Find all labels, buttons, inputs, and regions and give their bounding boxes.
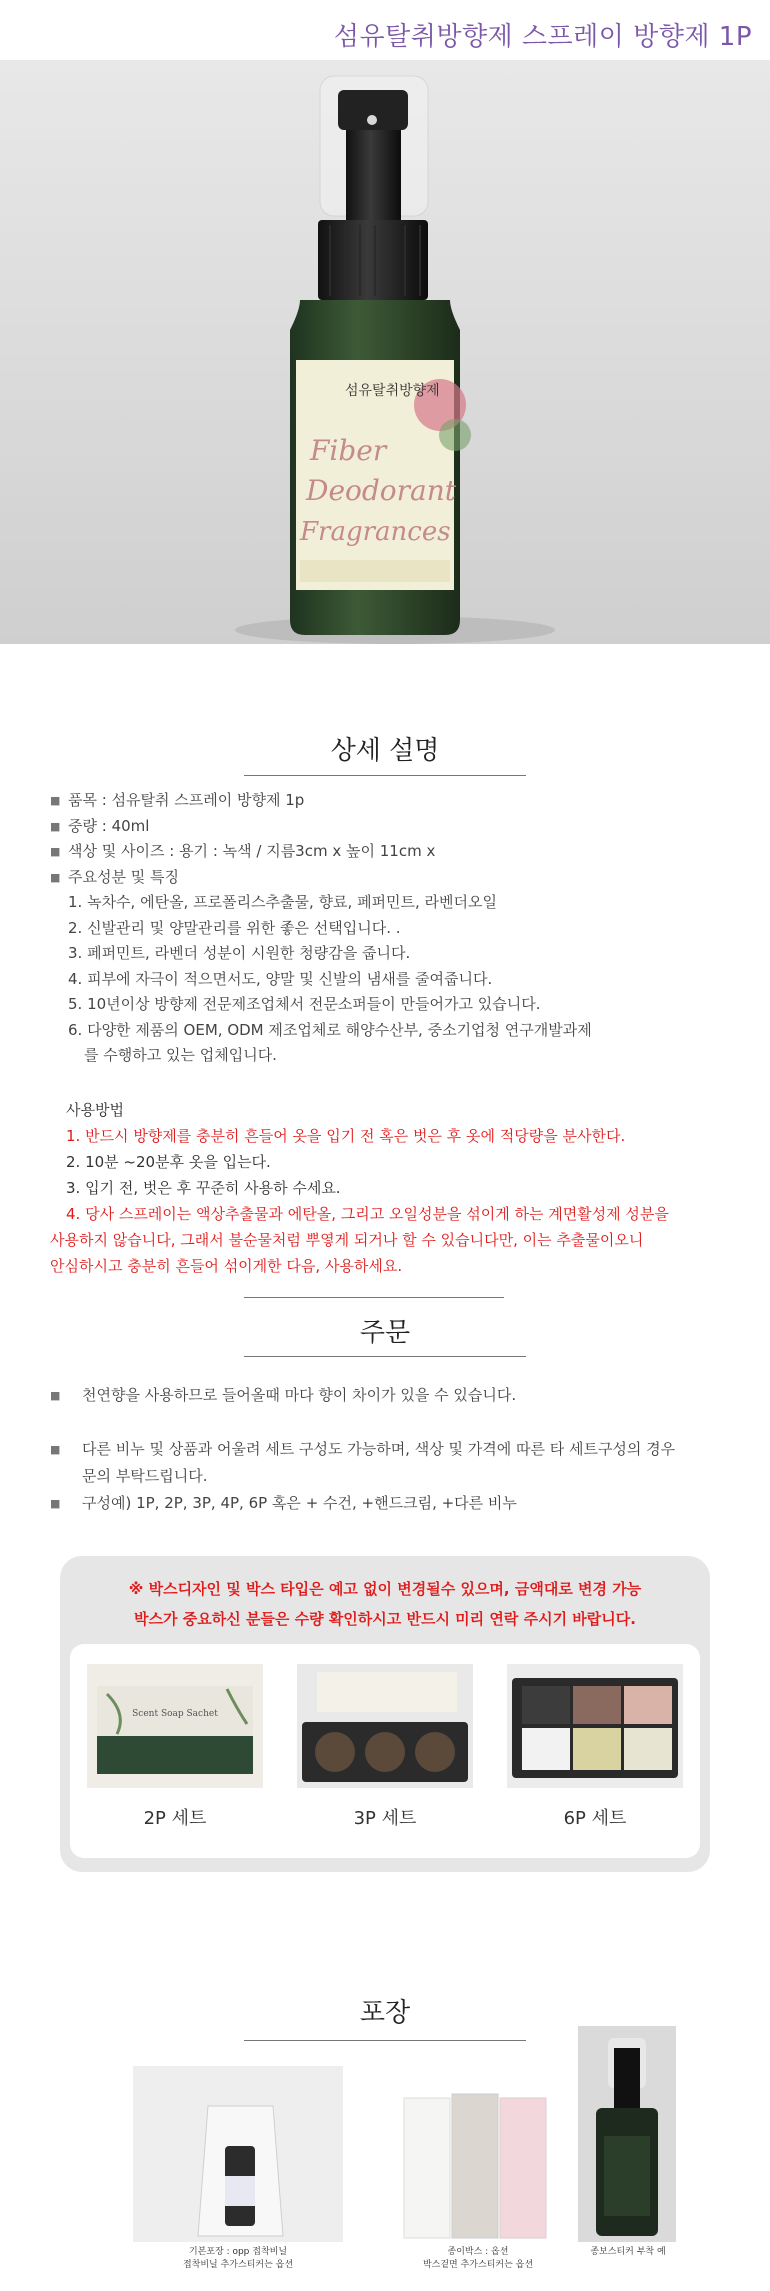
sticker-bottle-image (578, 2026, 676, 2242)
bottle-label-korean: 섬유탈취방향제 (345, 383, 440, 399)
spec-item: ■ 주요성분 및 특징 (50, 865, 740, 891)
feature-item: 를 수행하고 있는 업체입니다. (84, 1046, 277, 1064)
feature-item: 3. 페퍼민트, 라벤더 성분이 시원한 청량감을 줍니다. (68, 944, 411, 962)
gift-box-6p-image (507, 1664, 683, 1788)
square-bullet-icon: ■ (50, 870, 61, 884)
square-bullet-icon: ■ (50, 819, 61, 833)
gift-box-2p-image (87, 1664, 263, 1788)
usage-heading: 사용방법 (66, 1101, 124, 1119)
order-item: ■ 다른 비누 및 상품과 어울려 세트 구성도 가능하며, 색상 및 가격에 따른 타 세트구성의 경우 (50, 1436, 740, 1463)
feature-item: 2. 신발관리 및 양말관리를 위한 좋은 선택입니다. . (68, 918, 401, 937)
square-bullet-icon: ■ (50, 845, 61, 858)
order-list (50, 1382, 740, 1517)
title-bar (0, 0, 770, 61)
usage-step: 2. 10분 ~20분후 옷을 입는다. (66, 1153, 271, 1171)
square-bullet-icon: ■ (50, 1389, 61, 1402)
hero-product-image (0, 60, 770, 644)
order-item: ■ 천연향을 사용하므로 들어올때 마다 향이 차이가 있을 수 있습니다. (50, 1382, 740, 1409)
set-label: 6P 세트 (563, 1808, 627, 1829)
packaging-caption: 종보스티커 부착 예 (590, 2247, 666, 2257)
packaging-caption: 종이박스 : 옵션 박스겉면 추가스티커는 옵션 (422, 2247, 534, 2270)
set-card-3p[interactable] (297, 1664, 473, 1830)
set-gallery (70, 1644, 700, 1858)
order-item: ■ 구성예) 1P, 2P, 3P, 4P, 6P 혹은 + 수건, +핸드크림, +다른 비누 (50, 1490, 740, 1517)
feature-item: 6. 다양한 제품의 OEM, ODM 제조업체로 해양수산부, 중소기업청 연구개발과제 (68, 1020, 592, 1039)
divider (244, 775, 526, 776)
spec-item: ■ 중량 : 40ml (50, 814, 740, 840)
set-card-2p[interactable] (87, 1664, 263, 1830)
set-card-6p[interactable] (507, 1664, 683, 1830)
svg-text:Fragrances: Fragrances (300, 517, 451, 547)
square-bullet-icon: ■ (50, 1497, 61, 1510)
usage-step: 1. 반드시 방향제를 충분히 흔들어 옷을 입기 전 혹은 벗은 후 옷에 적당량을 분사한다. (66, 1127, 626, 1145)
spec-item: ■ 품목 : 섬유탈취 스프레이 방향제 1p (50, 788, 740, 814)
set-label: 3P 세트 (353, 1808, 417, 1829)
svg-text:Deodorant: Deodorant (306, 474, 457, 507)
set-label: 2P 세트 (143, 1808, 207, 1829)
order-item-cont: 문의 부탁드립니다. (82, 1467, 208, 1485)
usage-step: 사용하지 않습니다, 그래서 불순물처럼 뿌옇게 되거나 할 수 있습니다만, 이는 추출물이오니 (50, 1231, 644, 1249)
detail-heading: 상세 설명 (330, 736, 440, 766)
feature-item: 5. 10년이상 방향제 전문제조업체서 전문소퍼들이 만들어가고 있습니다. (68, 995, 541, 1013)
divider (244, 1356, 526, 1357)
svg-text:Fiber: Fiber (310, 434, 387, 467)
spec-item: ■ 색상 및 사이즈 : 용기 : 녹색 / 지름3cm x 높이 11cm x (50, 839, 740, 865)
paper-box-package-image (398, 2088, 558, 2242)
feature-list (50, 890, 740, 1069)
opp-bag-package-image (133, 2066, 343, 2242)
page-title: 섬유탈취방향제 스프레이 방향제 1P (333, 22, 752, 52)
feature-item: 4. 피부에 자극이 적으면서도, 양말 및 신발의 냄새를 줄여줍니다. (68, 969, 493, 988)
usage-section (50, 1097, 746, 1279)
spec-list (50, 788, 740, 1069)
packaging-heading: 포장 (359, 1998, 411, 2028)
packaging-caption: 기본포장 : opp 접착비닐 접착비닐 추가스티커는 옵션 (182, 2247, 294, 2270)
notice-message: ※ 박스디자인 및 박스 타입은 예고 없이 변경될수 있으며, 금액대로 변경 가능 박스가 중요하신 분들은 수량 확인하시고 반드시 미리 연락 주시기 바랍니다. (128, 1580, 642, 1628)
square-bullet-icon: ■ (50, 794, 61, 807)
usage-step: 4. 당사 스프레이는 액상추출물과 에탄올, 그리고 오일성분을 섞이게 하는 계면활성제 성분을 (66, 1205, 669, 1223)
gift-box-3p-image (297, 1664, 473, 1788)
box-notice-panel (60, 1556, 710, 1872)
usage-step: 3. 입기 전, 벗은 후 꾸준히 사용하 수세요. (66, 1179, 341, 1197)
divider (244, 2040, 526, 2041)
feature-item: 1. 녹차수, 에탄올, 프로폴리스추출물, 향료, 페퍼민트, 라벤더오일 (68, 893, 498, 911)
divider (244, 1297, 504, 1298)
order-heading: 주문 (359, 1318, 411, 1348)
spray-bottle-illustration (0, 60, 770, 644)
svg-text:Scent Soap Sachet: Scent Soap Sachet (132, 1709, 218, 1719)
square-bullet-icon: ■ (50, 1443, 61, 1456)
usage-step: 안심하시고 충분히 흔들어 섞이게한 다음, 사용하세요. (50, 1257, 403, 1275)
